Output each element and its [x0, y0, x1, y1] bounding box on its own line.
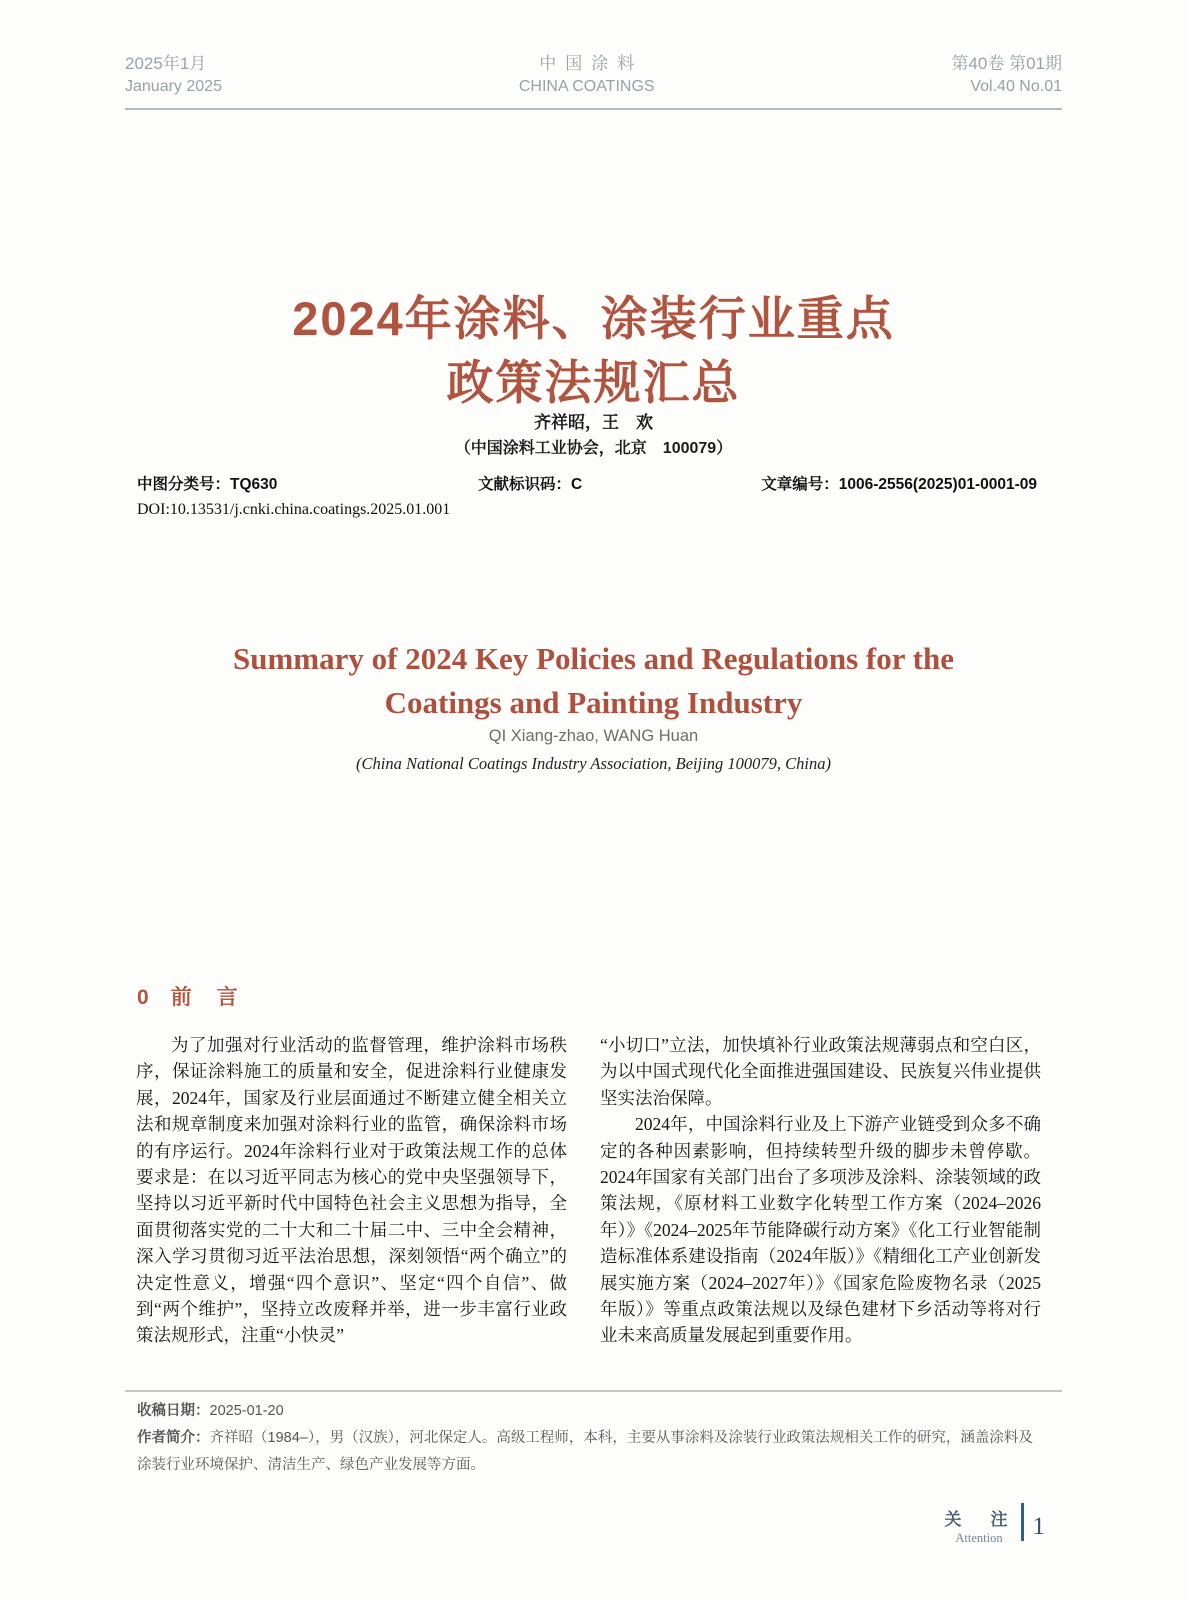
document-code-value: C — [571, 476, 583, 493]
body-column-left — [136, 1032, 567, 1349]
article-title-en-line1: Summary of 2024 Key Policies and Regulations for the — [232, 640, 954, 676]
page-footer — [945, 1501, 1046, 1546]
page-number: 1 — [1032, 1513, 1045, 1540]
footer-divider-bar — [1021, 1503, 1024, 1541]
received-date-value: 2025-01-20 — [209, 1403, 284, 1419]
journal-name-block — [519, 52, 655, 98]
body-column-right — [600, 1032, 1041, 1349]
article-title-zh-line1: 2024年涂料、涂装行业重点 — [292, 292, 895, 346]
section-heading-foreword — [137, 981, 240, 1011]
article-title-en — [0, 637, 1187, 725]
volume-issue-block — [951, 52, 1062, 98]
footnote-divider — [125, 1390, 1062, 1392]
received-date-label: 收稿日期： — [137, 1403, 210, 1419]
article-title-en-line2: Coatings and Painting Industry — [384, 684, 803, 720]
clc-label: 中图分类号： — [137, 476, 231, 493]
authors-zh: 齐祥昭，王 欢 — [534, 413, 653, 432]
footer-section-en: Attention — [955, 1531, 1003, 1545]
footnotes-block — [137, 1398, 1044, 1479]
author-bio-value: 齐祥昭（1984–），男（汉族），河北保定人。高级工程师，本科，主要从事涂料及涂装行业政策法规相关工作的研究，涵盖涂料及涂装行业环境保护、清洁生产、绿色产业发展等方面。 — [137, 1430, 1033, 1473]
affiliation-en: (China National Coatings Industry Association, Beijing 100079, China) — [356, 754, 831, 773]
issue-date-block — [125, 52, 222, 98]
document-code — [478, 472, 582, 494]
issue-date-en: January 2025 — [125, 78, 222, 95]
article-id — [761, 472, 1037, 494]
document-code-label: 文献标识码： — [478, 476, 572, 493]
body-paragraph-1-part2: “小切口”立法，加快填补行业政策法规薄弱点和空白区，为以中国式现代化全面推进强国建设、民族复兴伟业提供坚实法治保障。 — [600, 1035, 1041, 1108]
authors-en: QI Xiang-zhao, WANG Huan — [488, 727, 699, 745]
clc-number — [137, 472, 277, 494]
doi-line: DOI:10.13531/j.cnki.china.coatings.2025.01.001 — [137, 501, 451, 518]
author-bio-label: 作者简介： — [137, 1430, 210, 1446]
volume-issue-en: Vol.40 No.01 — [970, 78, 1062, 95]
author-bio-line — [137, 1425, 1044, 1479]
issue-date-zh: 2025年1月 — [125, 54, 207, 73]
section-number: 0 — [137, 986, 149, 1009]
footer-section-label — [945, 1505, 1014, 1546]
body-paragraph-1-part1: 为了加强对行业活动的监督管理，维护涂料市场秩序，保证涂料施工的质量和安全，促进涂料行业健康发展，2024年，国家及行业层面通过不断建立健全相关立法和规章制度来加强对涂料行业的监管，确保涂料市场的有序运行。2024年涂料行业对于政策法规工作的总体要求是：在以习近平同志为核心的党中央坚强领导下，坚持以习近平新时代中国特色社会主义思想为指导，全面贯彻落实党的二十大和二十届二中、三中全会精神，深入学习贯彻习近平法治思想，深刻领悟“两个确立”的决定性意义，增强“四个意识”、坚定“四个自信”、做到“两个维护”，坚持立改废释并举，进一步丰富行业政策法规形式，注重“小快灵” — [136, 1035, 567, 1346]
running-head — [125, 52, 1062, 110]
article-id-label: 文章编号： — [761, 476, 839, 493]
received-date-line — [137, 1398, 1044, 1425]
volume-issue-zh: 第40卷 第01期 — [951, 54, 1062, 73]
article-title-zh-line2: 政策法规汇总 — [446, 356, 741, 410]
footer-section-zh: 关 注 — [944, 1510, 1014, 1529]
article-title-zh — [0, 287, 1187, 415]
body-paragraph-2: 2024年，中国涂料行业及上下游产业链受到众多不确定的各种因素影响，但持续转型升级的脚步未曾停歇。2024年国家有关部门出台了多项涉及涂料、涂装领域的政策法规，《原材料工业数字化转型工作方案（2024–2026年）》《2024–2025年节能降碳行动方案》《化工行业智能制造标准体系建设指南（2024年版）》《精细化工产业创新发展实施方案（2024–2027年）》《国家危险废物名录（2025年版）》等重点政策法规以及绿色建材下乡活动等将对行业未来高质量发展起到重要作用。 — [600, 1114, 1041, 1346]
clc-value: TQ630 — [230, 476, 278, 493]
section-title: 前 言 — [170, 986, 240, 1009]
article-id-value: 1006-2556(2025)01-0001-09 — [838, 476, 1037, 493]
journal-name-zh: 中国涂料 — [539, 54, 644, 73]
journal-name-en: CHINA COATINGS — [518, 78, 655, 95]
affiliation-zh: （中国涂料工业协会，北京 100079） — [454, 440, 733, 457]
